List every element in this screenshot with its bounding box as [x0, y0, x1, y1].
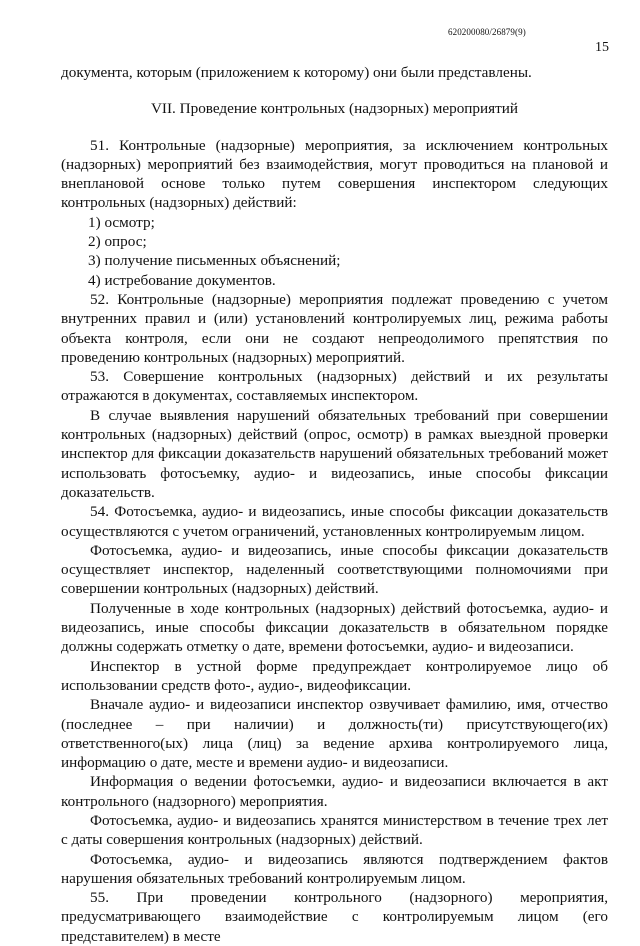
paragraph-54-inspector: Фотосъемка, аудио- и видеозапись, иные способы фиксации доказательств осуществляет инспектор, наделенный соответствующими полномочиями при совершении контрольных (надзорных) действий.	[61, 541, 608, 598]
paragraph-intro: документа, которым (приложением к которому) они были представлены.	[61, 64, 532, 81]
list-item: 2) опрос;	[88, 233, 147, 251]
paragraph-53: 53. Совершение контрольных (надзорных) действий и их результаты отражаются в документах, составляемых инспектором.	[61, 368, 608, 405]
page-number: 15	[595, 40, 609, 55]
paragraph-55: 55. При проведении контрольного (надзорного) мероприятия, предусматривающего взаимодействие с контролируемым лицом (его представителем) в месте	[61, 889, 608, 945]
list-item: 3) получение письменных объяснений;	[88, 252, 341, 270]
paragraph-54-announcement: Вначале аудио- и видеозаписи инспектор озвучивает фамилию, имя, отчество (последнее – при наличии) и должность(ти) присутствующего(их) ответственного(ых) лица (лиц) за ведение архива контролируемого лица, информацию о дате, месте и времени аудио- и видеозаписи.	[61, 696, 608, 772]
paragraph-53-violations: В случае выявления нарушений обязательных требований при совершении контрольных (надзорных) действий (опрос, осмотр) в рамках выездной проверки инспектор для фиксации доказательств нарушений обязательных требований может использовать фотосъемку, аудио- и видеозапись, иные способы фиксации доказательств.	[61, 406, 608, 501]
paragraph-51: 51. Контрольные (надзорные) мероприятия, за исключением контрольных (надзорных) мероприятий без взаимодействия, могут проводиться на плановой и внеплановой основе только путем совершения инспектором следующих контрольных (надзорных) действий:	[61, 136, 608, 212]
list-item: 1) осмотр;	[88, 213, 155, 231]
document-body	[61, 63, 608, 946]
document-code: 620200080/26879(9)	[448, 27, 526, 37]
paragraph-52: 52. Контрольные (надзорные) мероприятия подлежат проведению с учетом внутренних правил и (или) установлений контролируемых лиц, режима работы объекта контроля, если они не создают непреодолимого препятствия по проведению контрольных (надзорных) мероприятий.	[61, 290, 608, 366]
list-item: 4) истребование документов.	[88, 271, 276, 289]
section-title: VII. Проведение контрольных (надзорных) мероприятий	[150, 100, 519, 118]
paragraph-54: 54. Фотосъемка, аудио- и видеозапись, иные способы фиксации доказательств осуществляются с учетом ограничений, установленных контролируемым лицом.	[61, 503, 608, 540]
paragraph-54-timestamp: Полученные в ходе контрольных (надзорных) действий фотосъемка, аудио- и видеозапись, иные способы фиксации доказательств в обязательном порядке должны содержать отметку о дате, времени фотосъемки, аудио- и видеозаписи.	[61, 599, 608, 656]
paragraph-54-act: Информация о ведении фотосъемки, аудио- и видеозаписи включается в акт контрольного (надзорного) мероприятия.	[61, 773, 608, 810]
paragraph-54-evidence: Фотосъемка, аудио- и видеозапись являются подтверждением фактов нарушения обязательных требований контролируемым лицом.	[61, 850, 608, 887]
paragraph-54-storage: Фотосъемка, аудио- и видеозапись хранятся министерством в течение трех лет с даты совершения контрольных (надзорных) действий.	[61, 811, 608, 849]
paragraph-54-warning: Инспектор в устной форме предупреждает контролируемое лицо об использовании средств фото-, аудио-, видеофиксации.	[61, 657, 608, 694]
